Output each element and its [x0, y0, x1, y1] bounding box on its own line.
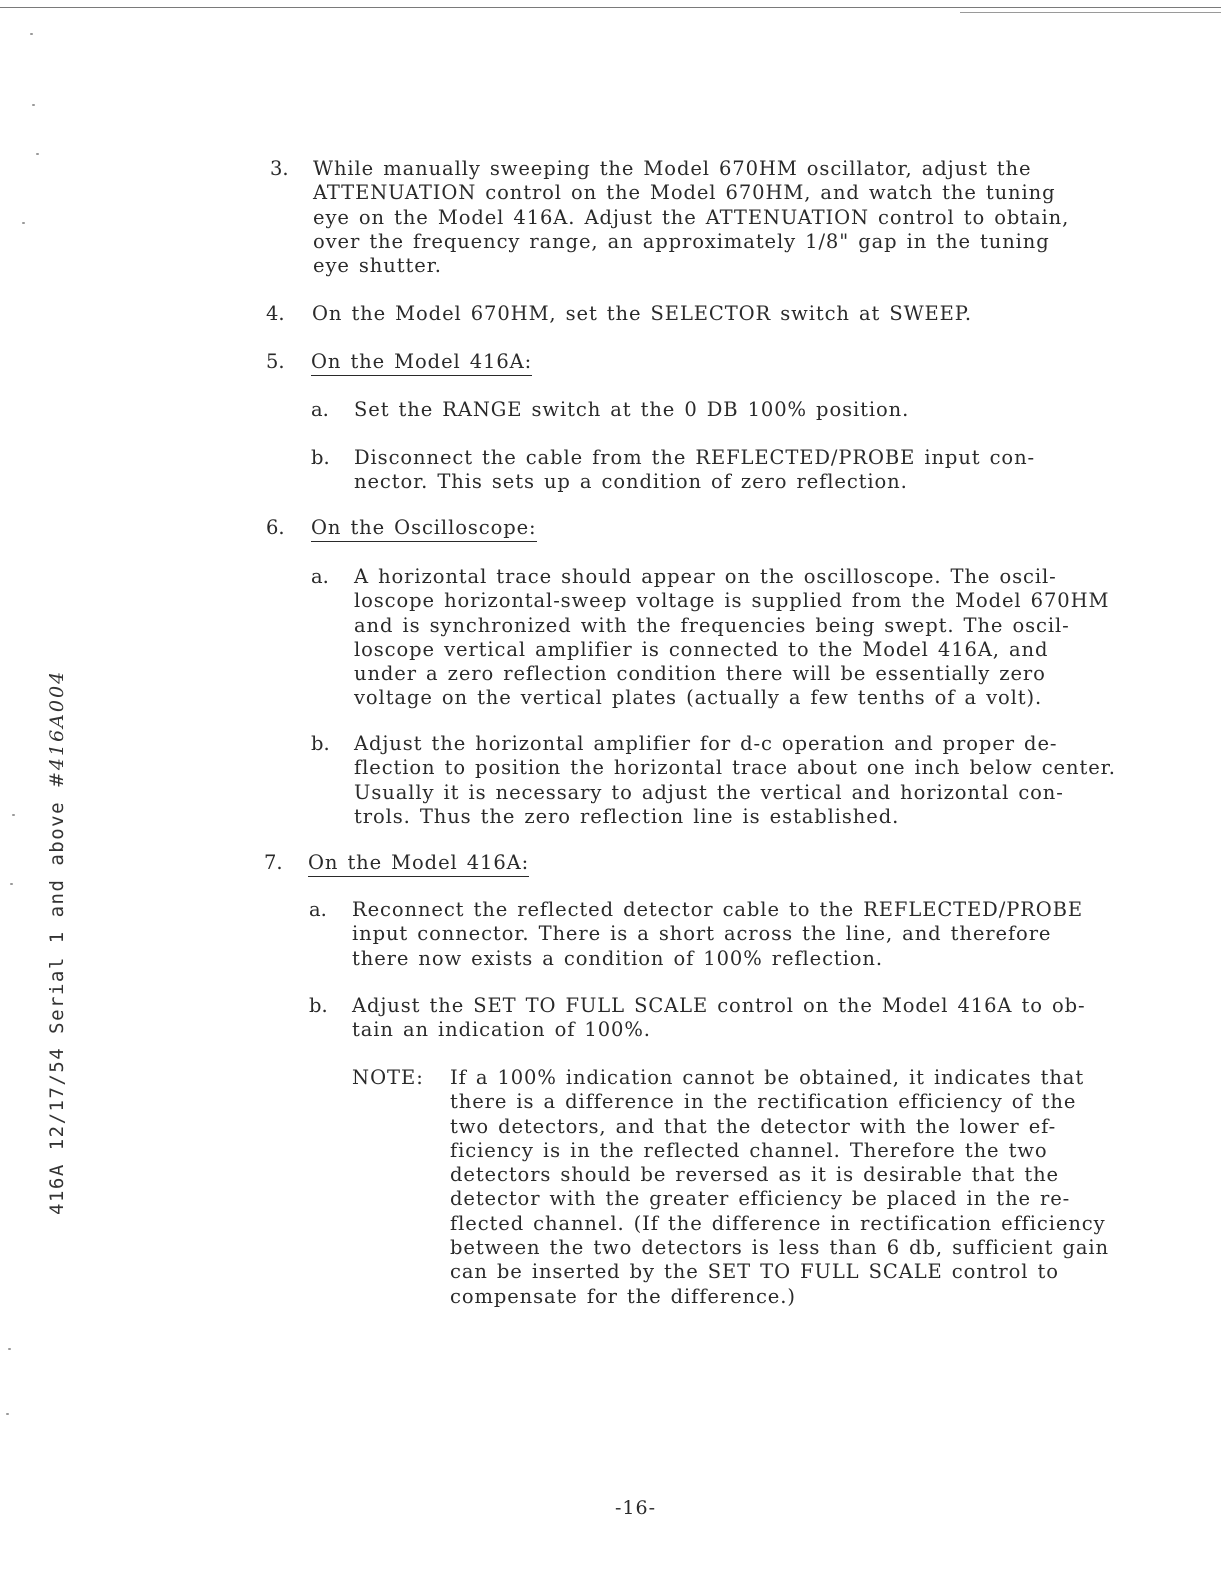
- text-line: loscope vertical amplifier is connected to the Model 416A, and: [354, 637, 1049, 661]
- text-line: detector with the greater efficiency be placed in the re-: [450, 1187, 1071, 1211]
- text-line: Set the RANGE switch at the 0 DB 100% position.: [354, 398, 910, 421]
- step-7a-text: [352, 898, 1083, 971]
- text-line: A horizontal trace should appear on the oscilloscope. The oscil-: [354, 565, 1057, 588]
- step-7a-label: a.: [309, 898, 327, 921]
- text-line: two detectors, and that the detector with the lower ef-: [450, 1114, 1057, 1138]
- step-7-number: 7.: [264, 851, 283, 874]
- text-line: If a 100% indication cannot be obtained, it indicates that: [450, 1066, 1085, 1089]
- page-number: -16-: [615, 1497, 657, 1519]
- note-text: [450, 1066, 1109, 1309]
- step-5-heading: [311, 350, 532, 376]
- scan-speck: [36, 153, 39, 155]
- step-4-text: [312, 302, 972, 326]
- step-4-number: 4.: [266, 302, 285, 325]
- step-5a-text: [354, 398, 909, 422]
- text-line: tain an indication of 100%.: [352, 1018, 651, 1042]
- step-7b-text: [352, 994, 1085, 1043]
- text-line: nector. This sets up a condition of zero reflection.: [354, 470, 908, 494]
- scan-speck: [32, 104, 35, 106]
- step-5-number: 5.: [266, 350, 285, 373]
- text-line: ficiency is in the reflected channel. Therefore the two: [450, 1138, 1048, 1162]
- step-5a-label: a.: [311, 398, 329, 421]
- text-line: Reconnect the reflected detector cable to the REFLECTED/PROBE: [352, 898, 1084, 921]
- scan-speck: [12, 814, 15, 816]
- text-line: there is a difference in the rectification efficiency of the: [450, 1090, 1077, 1114]
- step-6a-label: a.: [311, 565, 329, 588]
- text-line: over the frequency range, an approximately 1/8" gap in the tuning: [313, 229, 1050, 253]
- text-line: voltage on the vertical plates (actually a few tenths of a volt).: [354, 686, 1043, 710]
- step-6-number: 6.: [266, 516, 285, 539]
- text-line: input connector. There is a short across the line, and therefore: [352, 922, 1052, 946]
- top-edge-rule-secondary: [960, 12, 1221, 13]
- text-line: between the two detectors is less than 6 db, sufficient gain: [450, 1236, 1110, 1260]
- step-7-heading: [308, 851, 529, 877]
- margin-printed-text: 416A 12/17/54 Serial 1 and above: [46, 800, 68, 1215]
- text-line: and is synchronized with the frequencies being swept. The oscil-: [354, 613, 1070, 637]
- step-5b-label: b.: [311, 446, 330, 469]
- text-line: flected channel. (If the difference in rectification efficiency: [450, 1211, 1106, 1235]
- text-line: trols. Thus the zero reflection line is established.: [354, 804, 900, 828]
- step-7b-label: b.: [309, 994, 328, 1017]
- step-3-number: 3.: [270, 157, 289, 180]
- step-6-heading-text: On the Oscilloscope:: [311, 516, 537, 542]
- text-line: On the Model 670HM, set the SELECTOR switch at SWEEP.: [312, 302, 972, 325]
- step-7-heading-text: On the Model 416A:: [308, 851, 529, 877]
- scan-speck: [30, 33, 33, 35]
- text-line: under a zero reflection condition there will be essentially zero: [354, 662, 1046, 686]
- text-line: there now exists a condition of 100% reflection.: [352, 946, 883, 970]
- scan-speck: [6, 1413, 9, 1415]
- text-line: eye shutter.: [313, 254, 442, 278]
- text-line: Adjust the SET TO FULL SCALE control on the Model 416A to ob-: [352, 994, 1086, 1017]
- step-5b-text: [354, 446, 1035, 495]
- margin-serial-note: [46, 670, 68, 1215]
- note-label: NOTE:: [352, 1066, 424, 1089]
- text-line: Adjust the horizontal amplifier for d-c operation and proper de-: [354, 732, 1058, 755]
- step-6b-label: b.: [311, 732, 330, 755]
- step-5-heading-text: On the Model 416A:: [311, 350, 532, 376]
- text-line: ATTENUATION control on the Model 670HM, and watch the tuning: [313, 181, 1056, 205]
- text-line: detectors should be reversed as it is desirable that the: [450, 1163, 1060, 1187]
- text-line: Usually it is necessary to adjust the vertical and horizontal con-: [354, 780, 1064, 804]
- scan-speck: [22, 222, 25, 224]
- text-line: flection to position the horizontal trace about one inch below center.: [354, 756, 1116, 780]
- margin-handwritten-serial: #416A004: [46, 669, 68, 788]
- scan-speck: [8, 1348, 11, 1350]
- top-edge-rule: [0, 7, 1221, 8]
- step-6b-text: [354, 732, 1116, 829]
- text-line: compensate for the difference.): [450, 1284, 796, 1308]
- step-6a-text: [354, 565, 1109, 711]
- text-line: While manually sweeping the Model 670HM oscillator, adjust the: [313, 157, 1032, 180]
- text-line: eye on the Model 416A. Adjust the ATTENUATION control to obtain,: [313, 205, 1070, 229]
- step-6-heading: [311, 516, 537, 542]
- step-3-text: [313, 157, 1069, 278]
- text-line: Disconnect the cable from the REFLECTED/PROBE input con-: [354, 446, 1036, 469]
- text-line: loscope horizontal-sweep voltage is supplied from the Model 670HM: [354, 589, 1110, 613]
- text-line: can be inserted by the SET TO FULL SCALE control to: [450, 1260, 1059, 1284]
- scan-speck: [10, 883, 13, 885]
